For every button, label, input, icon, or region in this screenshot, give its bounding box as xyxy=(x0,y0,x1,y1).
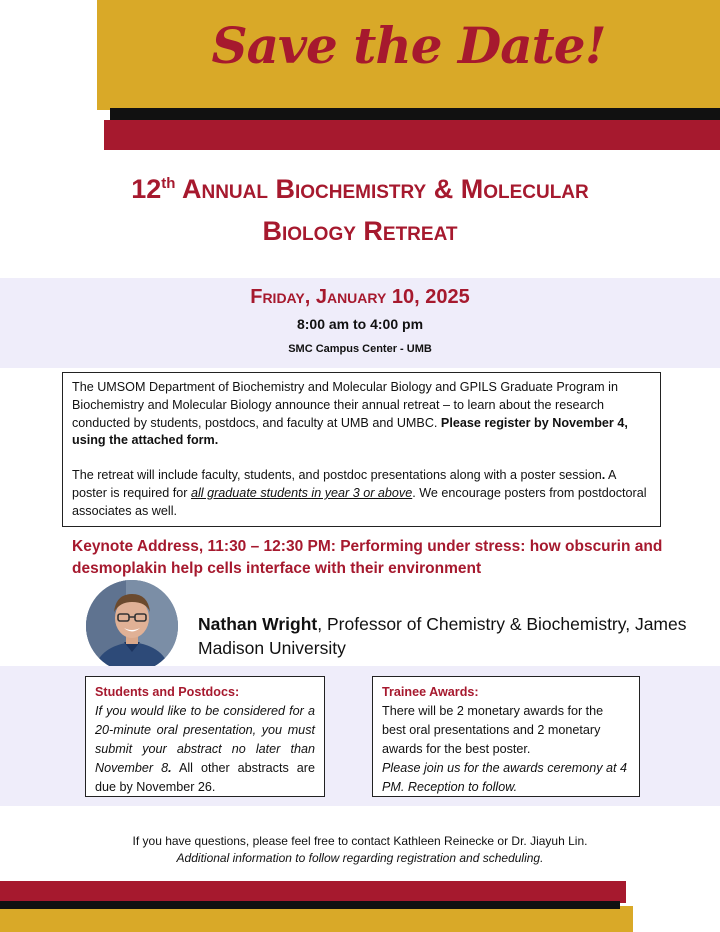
title-line1-rest: Annual Biochemistry & Molecular xyxy=(181,174,589,204)
oral-presentation-deadline: If you would like to be considered for a 20-minute oral presentation, you must submit your abstract no later than November 8 xyxy=(95,704,315,775)
trainee-awards-box xyxy=(372,676,640,797)
keynote-address xyxy=(72,536,672,580)
retreat-includes-text: The retreat will include faculty, students, and postdoc presentations along with a poster session xyxy=(72,468,602,483)
ordinal-number: 12 xyxy=(131,174,162,204)
contact-note: If you have questions, please feel free to contact Kathleen Reinecke or Dr. Jiayuh Lin. xyxy=(132,834,588,848)
awards-box-heading: Trainee Awards: xyxy=(382,685,479,699)
additional-info-note: Additional information to follow regarding registration and scheduling. xyxy=(176,851,544,865)
poster-required-text: A poster is required for xyxy=(72,468,616,500)
footer-red-stripe xyxy=(0,881,626,903)
header-red-stripe xyxy=(104,120,720,150)
students-box-heading: Students and Postdocs: xyxy=(95,685,240,699)
save-the-date-heading: Save the Date! xyxy=(211,16,606,75)
speaker-info xyxy=(198,612,698,660)
keynote-talk-title: Performing under stress: how obscurin and desmoplakin help cells interface with their environment xyxy=(72,538,663,577)
students-period: . xyxy=(168,761,172,775)
poster-requirement-emphasis: all graduate students in year 3 or above xyxy=(191,485,413,500)
registration-deadline: Please register by November 4, using the attached form. xyxy=(72,415,628,448)
awards-description: There will be 2 monetary awards for the best oral presentations and 2 monetary awards for the best poster. xyxy=(382,704,604,756)
retreat-title-line1 xyxy=(0,174,720,205)
awards-ceremony-note: Please join us for the awards ceremony at 4 PM. Reception to follow. xyxy=(382,761,628,794)
footer-gold-bar xyxy=(0,906,633,932)
event-date: Friday, January 10, 2025 xyxy=(250,286,470,308)
event-venue: SMC Campus Center - UMB xyxy=(288,343,432,355)
description-box xyxy=(62,372,661,527)
encourage-posters-text: . We encourage posters from postdoctoral associates as well. xyxy=(72,485,647,518)
speaker-photo xyxy=(86,580,178,672)
description-text: The UMSOM Department of Biochemistry and Molecular Biology and GPILS Graduate Program in Biochemistry and Molecular Biology announce their annual retreat – to learn about the research conducted by students, postdocs, and faculty at UMB and UMBC. xyxy=(72,380,618,430)
speaker-affiliation: , Professor of Chemistry & Biochemistry, James Madison University xyxy=(198,614,687,658)
abstracts-deadline: All other abstracts are due by November 26. xyxy=(95,761,315,794)
description-paragraph-1 xyxy=(72,379,651,450)
description-paragraph-2 xyxy=(72,467,651,520)
ordinal-suffix: th xyxy=(161,175,176,192)
footer-black-stripe xyxy=(0,901,620,909)
speaker-portrait-image xyxy=(86,580,178,672)
retreat-title-line2: Biology Retreat xyxy=(262,216,458,246)
students-postdocs-box xyxy=(85,676,325,797)
event-time: 8:00 am to 4:00 pm xyxy=(296,316,424,332)
period: . xyxy=(601,468,606,483)
speaker-name: Nathan Wright xyxy=(198,614,318,634)
keynote-label: Keynote Address, 11:30 – 12:30 PM: xyxy=(72,538,341,555)
